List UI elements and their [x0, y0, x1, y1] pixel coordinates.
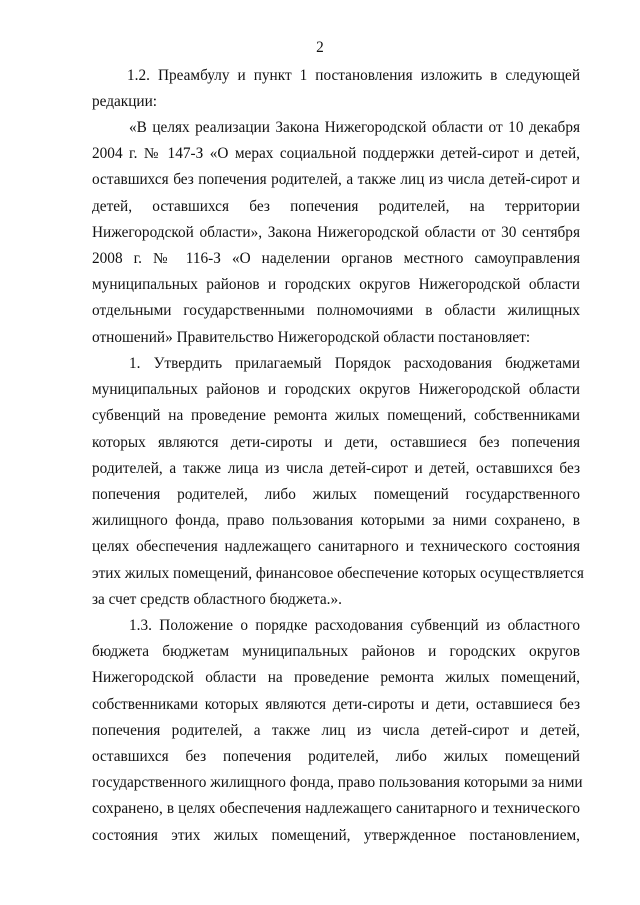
text-line: отношений» Правительство Нижегородской области постановляет:	[92, 328, 531, 346]
text-line: сохранено, в целях обеспечения надлежащего санитарного и технического	[92, 800, 580, 818]
text-line: 2004 г. № 147-З «О мерах социальной поддержки детей-сирот и детей,	[92, 145, 580, 163]
paragraph-1-3	[92, 613, 583, 849]
text-line: государственного жилищного фонда, право пользования которыми за ними	[92, 774, 583, 792]
text-line: родителей, а также лица из числа детей-сирот и детей, оставшихся без	[92, 459, 580, 477]
text-line: собственниками которых являются дети-сироты и дети, оставшиеся без	[92, 695, 580, 713]
paragraph-preamble	[92, 115, 580, 351]
text-line: Нижегородской области на проведение ремонта жилых помещений,	[92, 669, 580, 687]
text-line: за счет средств областного бюджета.».	[92, 590, 342, 608]
text-line: редакции:	[92, 93, 158, 111]
text-line: оставшихся без попечения родителей, а также лиц из числа детей-сирот и	[92, 171, 580, 189]
text-line: 1.2. Преамбулу и пункт 1 постановления изложить в следующей	[127, 67, 580, 84]
text-line: 2008 г. № 116-З «О наделении органов местного самоуправления	[92, 249, 580, 267]
text-line: муниципальных районов и городских округов Нижегородской области	[92, 381, 580, 399]
text-line: Нижегородской области», Закона Нижегородской области от 30 сентября	[92, 223, 580, 241]
text-line: оставшихся без попечения родителей, либо жилых помещений	[92, 747, 580, 765]
text-line: которых являются дети-сироты и дети, оставшиеся без попечения	[92, 433, 580, 451]
text-line: 1. Утвердить прилагаемый Порядок расходования бюджетами	[129, 355, 580, 372]
text-line: муниципальных районов и городских округов Нижегородской области	[92, 276, 580, 294]
page-number: 2	[316, 39, 324, 56]
text-line: субвенций на проведение ремонта жилых помещений, собственниками	[92, 407, 580, 425]
paragraph-1-2	[92, 63, 580, 115]
text-line: жилищного фонда, право пользования которыми за ними сохранено, в	[92, 512, 580, 530]
text-line: попечения родителей, а также лиц из числа детей-сирот и детей,	[92, 721, 580, 739]
text-line: целях обеспечения надлежащего санитарного и технического состояния	[92, 538, 580, 556]
text-line: бюджета бюджетам муниципальных районов и городских округов	[92, 643, 580, 661]
text-line: отдельными государственными полномочиями в области жилищных	[92, 302, 580, 320]
text-line: попечения родителей, либо жилых помещений государственного	[92, 485, 580, 503]
text-line: этих жилых помещений, финансовое обеспечение которых осуществляется	[92, 564, 584, 582]
text-line: состояния этих жилых помещений, утвержденное постановлением,	[92, 826, 580, 844]
text-line: 1.3. Положение о порядке расходования субвенций из областного	[129, 617, 580, 634]
text-line: «В целях реализации Закона Нижегородской области от 10 декабря	[129, 119, 580, 136]
paragraph-item-1	[92, 351, 584, 613]
text-line: детей, оставшихся без попечения родителей, на территории	[92, 197, 580, 215]
